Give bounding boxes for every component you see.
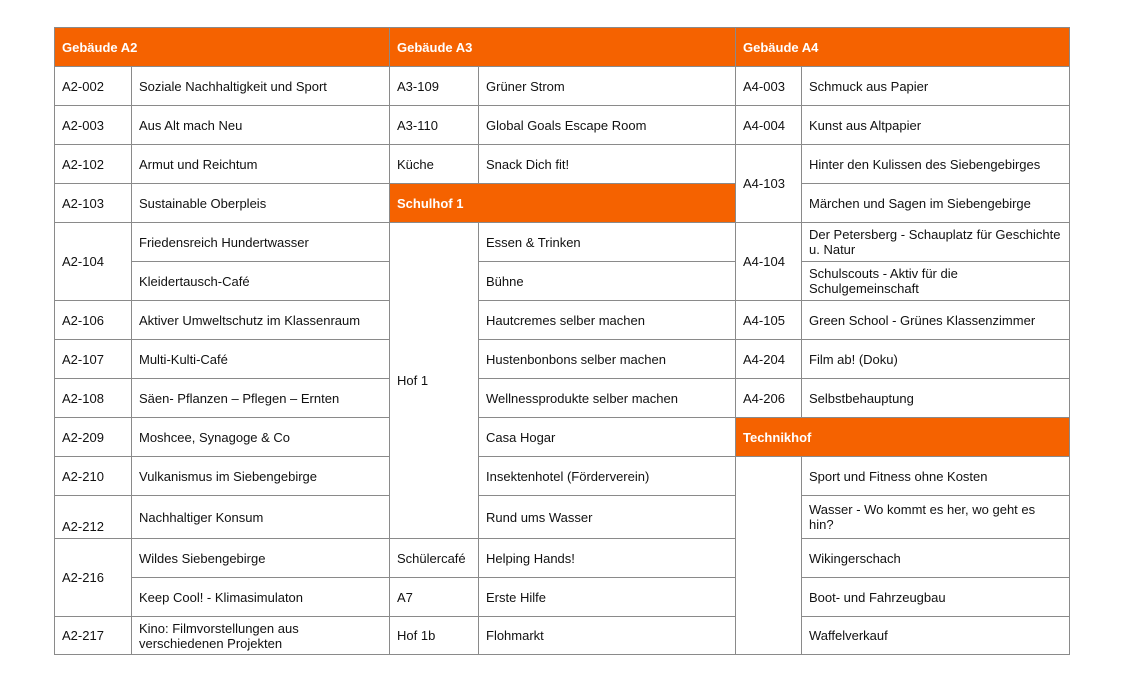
activity-cell: Aus Alt mach Neu [132, 106, 390, 145]
activity-cell: Insektenhotel (Förderverein) [479, 457, 736, 496]
table-row [55, 496, 1070, 539]
activity-cell: Nachhaltiger Konsum [132, 496, 390, 539]
activity-cell: Säen- Pflanzen – Pflegen – Ernten [132, 379, 390, 418]
activity-cell: Helping Hands! [479, 539, 736, 578]
room-cell: A2-103 [55, 184, 132, 223]
activity-cell: Wellnessprodukte selber machen [479, 379, 736, 418]
room-cell: A2-106 [55, 301, 132, 340]
activity-cell: Flohmarkt [479, 617, 736, 655]
activity-cell: Casa Hogar [479, 418, 736, 457]
table-header-row [55, 28, 1070, 67]
activity-cell: Multi-Kulti-Café [132, 340, 390, 379]
room-cell: Schülercafé [390, 539, 479, 578]
activity-cell: Moshcee, Synagoge & Co [132, 418, 390, 457]
room-cell: Hof 1 [390, 223, 479, 539]
table-row [55, 262, 1070, 301]
table-row [55, 617, 1070, 655]
room-cell: A2-212 [55, 496, 132, 539]
activity-cell: Hinter den Kulissen des Siebengebirges [802, 145, 1070, 184]
table-row [55, 67, 1070, 106]
room-cell: A2-104 [55, 223, 132, 301]
room-cell: A4-003 [736, 67, 802, 106]
table-row [55, 145, 1070, 184]
activity-cell: Aktiver Umweltschutz im Klassenraum [132, 301, 390, 340]
room-cell: A4-103 [736, 145, 802, 223]
room-cell: A2-217 [55, 617, 132, 655]
activity-cell: Sustainable Oberpleis [132, 184, 390, 223]
activity-cell: Schmuck aus Papier [802, 67, 1070, 106]
room-cell: A4-004 [736, 106, 802, 145]
room-cell: A2-108 [55, 379, 132, 418]
room-cell: A7 [390, 578, 479, 617]
activity-cell: Waffelverkauf [802, 617, 1070, 655]
room-cell: Hof 1b [390, 617, 479, 655]
header-a4: Gebäude A4 [736, 28, 1070, 67]
activity-cell: Snack Dich fit! [479, 145, 736, 184]
room-cell: A4-204 [736, 340, 802, 379]
activity-cell: Hustenbonbons selber machen [479, 340, 736, 379]
header-schulhof: Schulhof 1 [390, 184, 736, 223]
activity-cell: Bühne [479, 262, 736, 301]
room-cell: A2-216 [55, 539, 132, 617]
activity-cell: Armut und Reichtum [132, 145, 390, 184]
activity-cell: Selbstbehauptung [802, 379, 1070, 418]
room-cell: Küche [390, 145, 479, 184]
activity-cell: Wildes Siebengebirge [132, 539, 390, 578]
room-cell: A2-003 [55, 106, 132, 145]
table-row [55, 340, 1070, 379]
room-cell: A4-105 [736, 301, 802, 340]
activity-cell: Märchen und Sagen im Siebengebirge [802, 184, 1070, 223]
table-row [55, 379, 1070, 418]
room-cell: A3-110 [390, 106, 479, 145]
table-row [55, 457, 1070, 496]
activity-cell: Kunst aus Altpapier [802, 106, 1070, 145]
activity-cell: Essen & Trinken [479, 223, 736, 262]
activity-cell: Kino: Filmvorstellungen aus verschiedenen Projekten [132, 617, 390, 655]
activity-cell: Soziale Nachhaltigkeit und Sport [132, 67, 390, 106]
table-row [55, 418, 1070, 457]
room-cell: A2-107 [55, 340, 132, 379]
activity-cell: Hautcremes selber machen [479, 301, 736, 340]
table-row [55, 223, 1070, 262]
header-a3: Gebäude A3 [390, 28, 736, 67]
room-cell: A2-210 [55, 457, 132, 496]
activity-cell: Sport und Fitness ohne Kosten [802, 457, 1070, 496]
activity-cell: Friedensreich Hundertwasser [132, 223, 390, 262]
activity-cell: Grüner Strom [479, 67, 736, 106]
activity-cell: Keep Cool! - Klimasimulaton [132, 578, 390, 617]
schedule-table [54, 27, 1070, 655]
activity-cell: Erste Hilfe [479, 578, 736, 617]
room-cell: A3-109 [390, 67, 479, 106]
room-cell: A2-002 [55, 67, 132, 106]
room-cell: A4-104 [736, 223, 802, 301]
table-row [55, 301, 1070, 340]
header-a2: Gebäude A2 [55, 28, 390, 67]
activity-cell: Schulscouts - Aktiv für die Schulgemeinschaft [802, 262, 1070, 301]
activity-cell: Global Goals Escape Room [479, 106, 736, 145]
room-cell: A2-209 [55, 418, 132, 457]
table-row [55, 106, 1070, 145]
activity-cell: Green School - Grünes Klassenzimmer [802, 301, 1070, 340]
activity-cell: Rund ums Wasser [479, 496, 736, 539]
room-cell: A2-102 [55, 145, 132, 184]
table-row [55, 578, 1070, 617]
activity-cell: Boot- und Fahrzeugbau [802, 578, 1070, 617]
activity-cell: Der Petersberg - Schauplatz für Geschichte u. Natur [802, 223, 1070, 262]
activity-cell: Wasser - Wo kommt es her, wo geht es hin? [802, 496, 1070, 539]
activity-cell: Vulkanismus im Siebengebirge [132, 457, 390, 496]
table-row [55, 539, 1070, 578]
header-technikhof: Technikhof [736, 418, 1070, 457]
activity-cell: Kleidertausch-Café [132, 262, 390, 301]
activity-cell: Wikingerschach [802, 539, 1070, 578]
activity-cell: Film ab! (Doku) [802, 340, 1070, 379]
room-cell: A4-206 [736, 379, 802, 418]
room-cell-empty [736, 457, 802, 655]
table-row [55, 184, 1070, 223]
